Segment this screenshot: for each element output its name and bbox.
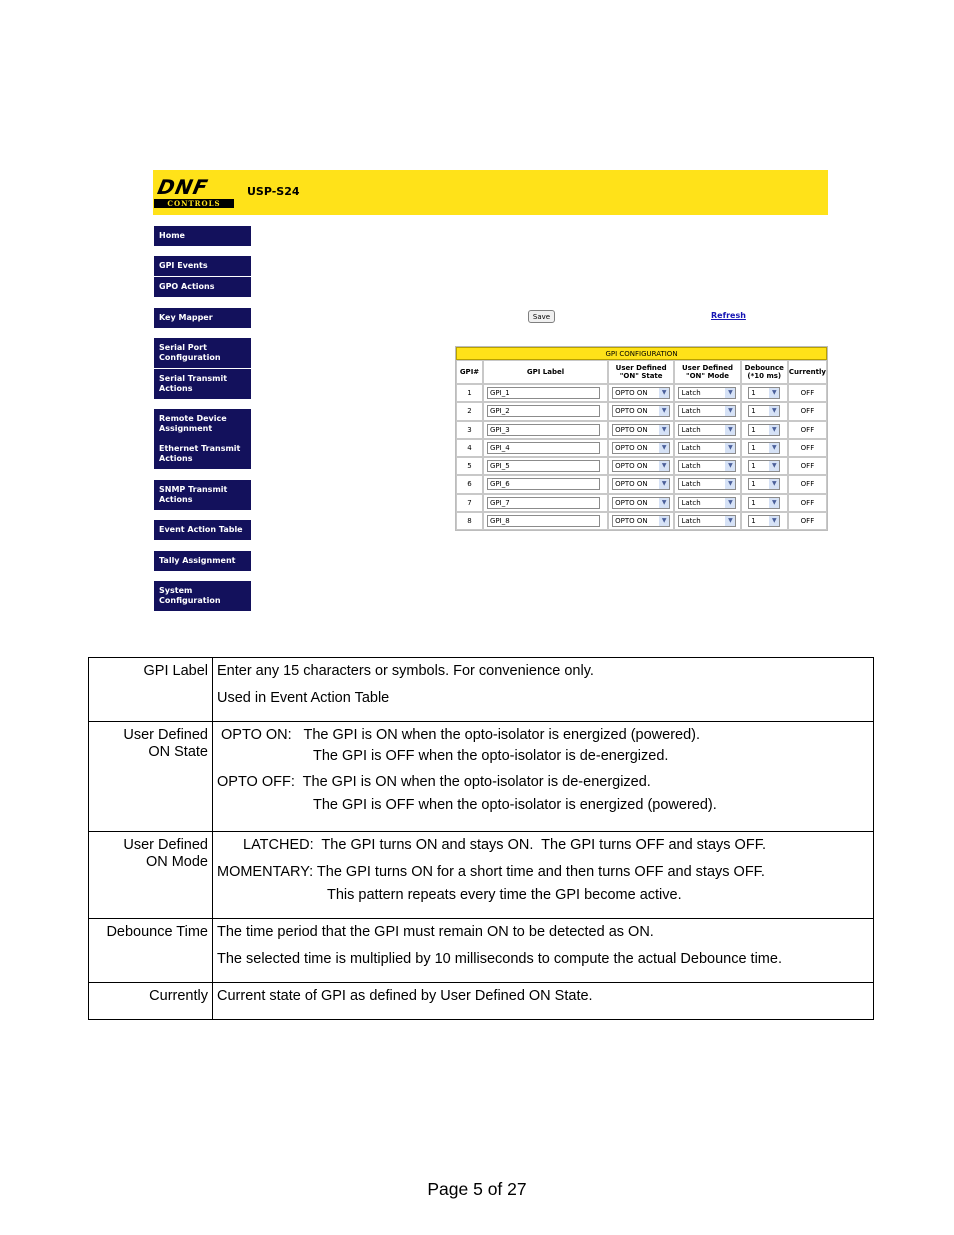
- col-currently: Currently: [788, 360, 827, 384]
- gpi-row: [456, 457, 827, 475]
- gpi-label-cell: [483, 512, 608, 530]
- chevron-down-icon[interactable]: ▼: [769, 461, 779, 471]
- on-state-cell: [608, 402, 674, 420]
- table-row: [89, 722, 874, 832]
- chevron-down-icon[interactable]: ▼: [725, 498, 735, 508]
- on-state-value: OPTO ON: [615, 407, 648, 416]
- nav-ethernet-transmit-actions[interactable]: Ethernet Transmit Actions: [154, 439, 251, 469]
- term-text: User Defined ON Mode: [123, 837, 208, 870]
- definition-line: The time period that the GPI must remain ON to be detected as ON.: [217, 924, 654, 940]
- chevron-down-icon[interactable]: ▼: [769, 388, 779, 398]
- debounce-value: 1: [751, 407, 756, 416]
- chevron-down-icon[interactable]: ▼: [769, 498, 779, 508]
- on-mode-cell: [674, 439, 740, 457]
- nav-gpi-events[interactable]: GPI Events: [154, 256, 251, 276]
- on-mode-value: Latch: [681, 462, 701, 471]
- definition-line: OPTO OFF: The GPI is ON when the opto-isolator is de-energized.: [217, 774, 651, 790]
- definition: [213, 722, 874, 832]
- definition-line: The selected time is multiplied by 10 milliseconds to compute the actual Debounce time.: [217, 951, 782, 967]
- debounce-value: 1: [751, 443, 756, 452]
- refresh-link[interactable]: Refresh: [711, 311, 746, 320]
- gpi-label-input[interactable]: GPI_7: [487, 497, 600, 509]
- header-bar: [153, 170, 828, 215]
- gpi-number: 2: [456, 402, 483, 420]
- gpi-label-input[interactable]: GPI_2: [487, 405, 600, 417]
- debounce-value: 1: [751, 425, 756, 434]
- col-gpi-number: GPI#: [456, 360, 483, 384]
- definition-line: LATCHED: The GPI turns ON and stays ON. The GPI turns OFF and stays OFF.: [243, 837, 766, 853]
- chevron-down-icon[interactable]: ▼: [725, 443, 735, 453]
- gpi-table-title: GPI CONFIGURATION: [456, 347, 827, 360]
- chevron-down-icon[interactable]: ▼: [659, 388, 669, 398]
- on-state-select[interactable]: [612, 442, 670, 454]
- on-state-cell: [608, 457, 674, 475]
- description-table: [88, 657, 874, 1020]
- on-mode-value: Latch: [681, 498, 701, 507]
- on-mode-select[interactable]: [678, 442, 736, 454]
- chevron-down-icon[interactable]: ▼: [725, 461, 735, 471]
- debounce-value: 1: [751, 498, 756, 507]
- nav-gpo-actions[interactable]: GPO Actions: [154, 277, 251, 297]
- debounce-select[interactable]: [748, 424, 780, 436]
- on-mode-cell: [674, 494, 740, 512]
- on-state-select[interactable]: [612, 515, 670, 527]
- term-currently: Currently: [89, 983, 213, 1020]
- debounce-cell: [741, 439, 788, 457]
- nav-remote-device-assignment[interactable]: Remote Device Assignment: [154, 409, 251, 439]
- chevron-down-icon[interactable]: ▼: [769, 406, 779, 416]
- definition-line: The GPI is OFF when the opto-isolator is de-energized.: [313, 748, 669, 764]
- chevron-down-icon[interactable]: ▼: [659, 461, 669, 471]
- chevron-down-icon[interactable]: ▼: [659, 443, 669, 453]
- on-mode-select[interactable]: [678, 478, 736, 490]
- on-mode-cell: [674, 475, 740, 493]
- term-debounce-time: Debounce Time: [89, 919, 213, 983]
- debounce-cell: [741, 494, 788, 512]
- debounce-value: 1: [751, 516, 756, 525]
- gpi-label-cell: [483, 457, 608, 475]
- on-state-cell: [608, 475, 674, 493]
- definition-line: The GPI is OFF when the opto-isolator is energized (powered).: [313, 797, 717, 813]
- on-mode-value: Latch: [681, 516, 701, 525]
- on-mode-select[interactable]: [678, 497, 736, 509]
- debounce-cell: [741, 384, 788, 402]
- device-name: USP-S24: [247, 185, 300, 198]
- currently-cell: OFF: [788, 475, 827, 493]
- gpi-number: 5: [456, 457, 483, 475]
- nav-snmp-transmit-actions[interactable]: SNMP Transmit Actions: [154, 480, 251, 510]
- table-row: [89, 919, 874, 983]
- gpi-label-input[interactable]: GPI_5: [487, 460, 600, 472]
- debounce-select[interactable]: [748, 442, 780, 454]
- on-mode-value: Latch: [681, 425, 701, 434]
- definition: [213, 919, 874, 983]
- gpi-label-cell: [483, 384, 608, 402]
- on-mode-value: Latch: [681, 443, 701, 452]
- chevron-down-icon[interactable]: ▼: [769, 443, 779, 453]
- currently-cell: OFF: [788, 494, 827, 512]
- gpi-label-cell: [483, 402, 608, 420]
- chevron-down-icon[interactable]: ▼: [769, 516, 779, 526]
- on-mode-cell: [674, 512, 740, 530]
- chevron-down-icon[interactable]: ▼: [725, 516, 735, 526]
- definition: [213, 983, 874, 1020]
- debounce-cell: [741, 457, 788, 475]
- on-state-cell: [608, 439, 674, 457]
- definition-line: Current state of GPI as defined by User Defined ON State.: [217, 988, 593, 1004]
- chevron-down-icon[interactable]: ▼: [659, 479, 669, 489]
- gpi-label-cell: [483, 421, 608, 439]
- gpi-row: [456, 494, 827, 512]
- on-state-select[interactable]: [612, 387, 670, 399]
- debounce-select[interactable]: [748, 387, 780, 399]
- gpi-number: 8: [456, 512, 483, 530]
- chevron-down-icon[interactable]: ▼: [769, 479, 779, 489]
- gpi-label-cell: [483, 494, 608, 512]
- on-state-value: OPTO ON: [615, 389, 648, 398]
- on-mode-cell: [674, 402, 740, 420]
- gpi-label-input[interactable]: GPI_4: [487, 442, 600, 454]
- debounce-cell: [741, 512, 788, 530]
- on-state-cell: [608, 384, 674, 402]
- gpi-row: [456, 384, 827, 402]
- table-row: [89, 832, 874, 919]
- definition-line: This pattern repeats every time the GPI become active.: [327, 887, 682, 903]
- term-text: User Defined ON State: [123, 727, 208, 760]
- debounce-cell: [741, 421, 788, 439]
- definition-line: MOMENTARY: The GPI turns ON for a short time and then turns OFF and stays OFF.: [217, 864, 765, 880]
- chevron-down-icon[interactable]: ▼: [659, 498, 669, 508]
- on-state-value: OPTO ON: [615, 425, 648, 434]
- on-mode-cell: [674, 384, 740, 402]
- currently-cell: OFF: [788, 384, 827, 402]
- chevron-down-icon[interactable]: ▼: [769, 425, 779, 435]
- definition-line: OPTO ON: The GPI is ON when the opto-isolator is energized (powered).: [217, 727, 701, 743]
- debounce-select[interactable]: [748, 405, 780, 417]
- gpi-number: 6: [456, 475, 483, 493]
- chevron-down-icon[interactable]: ▼: [725, 406, 735, 416]
- on-state-select[interactable]: [612, 405, 670, 417]
- currently-cell: OFF: [788, 512, 827, 530]
- gpi-row: [456, 439, 827, 457]
- currently-cell: OFF: [788, 402, 827, 420]
- nav-serial-port-configuration[interactable]: Serial Port Configuration: [154, 338, 251, 368]
- table-row: [89, 983, 874, 1020]
- on-state-select[interactable]: [612, 497, 670, 509]
- debounce-value: 1: [751, 389, 756, 398]
- dnf-logo: DNF CONTROLS: [154, 176, 240, 209]
- definition: [213, 658, 874, 722]
- gpi-number: 3: [456, 421, 483, 439]
- definition-line: Used in Event Action Table: [217, 690, 390, 706]
- on-state-value: OPTO ON: [615, 498, 648, 507]
- on-state-cell: [608, 421, 674, 439]
- chevron-down-icon[interactable]: ▼: [659, 516, 669, 526]
- definition: [213, 832, 874, 919]
- term-on-state: [89, 722, 213, 832]
- currently-cell: OFF: [788, 421, 827, 439]
- chevron-down-icon[interactable]: ▼: [725, 479, 735, 489]
- col-on-state: User Defined "ON" State: [608, 360, 674, 384]
- gpi-number: 1: [456, 384, 483, 402]
- on-mode-select[interactable]: [678, 387, 736, 399]
- on-state-value: OPTO ON: [615, 516, 648, 525]
- table-row: [89, 658, 874, 722]
- on-state-value: OPTO ON: [615, 480, 648, 489]
- col-debounce: Debounce (*10 ms): [741, 360, 788, 384]
- on-state-value: OPTO ON: [615, 462, 648, 471]
- debounce-select[interactable]: [748, 497, 780, 509]
- debounce-cell: [741, 475, 788, 493]
- debounce-cell: [741, 402, 788, 420]
- nav-event-action-table[interactable]: Event Action Table: [154, 520, 251, 540]
- debounce-select[interactable]: [748, 515, 780, 527]
- gpi-number: 4: [456, 439, 483, 457]
- term-on-mode: [89, 832, 213, 919]
- gpi-label-input[interactable]: GPI_1: [487, 387, 600, 399]
- debounce-select[interactable]: [748, 478, 780, 490]
- page-number: Page 5 of 27: [427, 1179, 527, 1199]
- gpi-number: 7: [456, 494, 483, 512]
- gpi-row: [456, 402, 827, 420]
- chevron-down-icon[interactable]: ▼: [659, 425, 669, 435]
- col-on-mode: User Defined "ON" Mode: [674, 360, 740, 384]
- nav-system-configuration[interactable]: System Configuration: [154, 581, 251, 611]
- on-mode-value: Latch: [681, 480, 701, 489]
- on-mode-value: Latch: [681, 407, 701, 416]
- on-mode-cell: [674, 457, 740, 475]
- on-state-value: OPTO ON: [615, 443, 648, 452]
- nav-serial-transmit-actions[interactable]: Serial Transmit Actions: [154, 369, 251, 399]
- currently-cell: OFF: [788, 457, 827, 475]
- gpi-row: [456, 421, 827, 439]
- on-mode-select[interactable]: [678, 424, 736, 436]
- col-gpi-label: GPI Label: [483, 360, 608, 384]
- on-mode-value: Latch: [681, 389, 701, 398]
- on-state-select[interactable]: [612, 424, 670, 436]
- gpi-configuration-table: [455, 346, 828, 531]
- on-state-select[interactable]: [612, 478, 670, 490]
- on-mode-select[interactable]: [678, 405, 736, 417]
- currently-cell: OFF: [788, 439, 827, 457]
- gpi-label-input[interactable]: GPI_6: [487, 478, 600, 490]
- nav-home[interactable]: Home: [154, 226, 251, 246]
- debounce-value: 1: [751, 480, 756, 489]
- gpi-label-cell: [483, 439, 608, 457]
- chevron-down-icon[interactable]: ▼: [725, 425, 735, 435]
- definition-line: Enter any 15 characters or symbols. For convenience only.: [217, 663, 594, 679]
- on-state-cell: [608, 494, 674, 512]
- nav-tally-assignment[interactable]: Tally Assignment: [154, 551, 251, 571]
- on-state-select[interactable]: [612, 460, 670, 472]
- on-state-cell: [608, 512, 674, 530]
- save-button[interactable]: Save: [528, 310, 555, 323]
- gpi-row: [456, 475, 827, 493]
- chevron-down-icon[interactable]: ▼: [725, 388, 735, 398]
- debounce-select[interactable]: [748, 460, 780, 472]
- on-mode-select[interactable]: [678, 515, 736, 527]
- gpi-row: [456, 512, 827, 530]
- debounce-value: 1: [751, 462, 756, 471]
- gpi-label-input[interactable]: GPI_8: [487, 515, 600, 527]
- gpi-label-cell: [483, 475, 608, 493]
- nav-key-mapper[interactable]: Key Mapper: [154, 308, 251, 328]
- gpi-label-input[interactable]: GPI_3: [487, 424, 600, 436]
- term-gpi-label: GPI Label: [89, 658, 213, 722]
- on-mode-select[interactable]: [678, 460, 736, 472]
- on-mode-cell: [674, 421, 740, 439]
- chevron-down-icon[interactable]: ▼: [659, 406, 669, 416]
